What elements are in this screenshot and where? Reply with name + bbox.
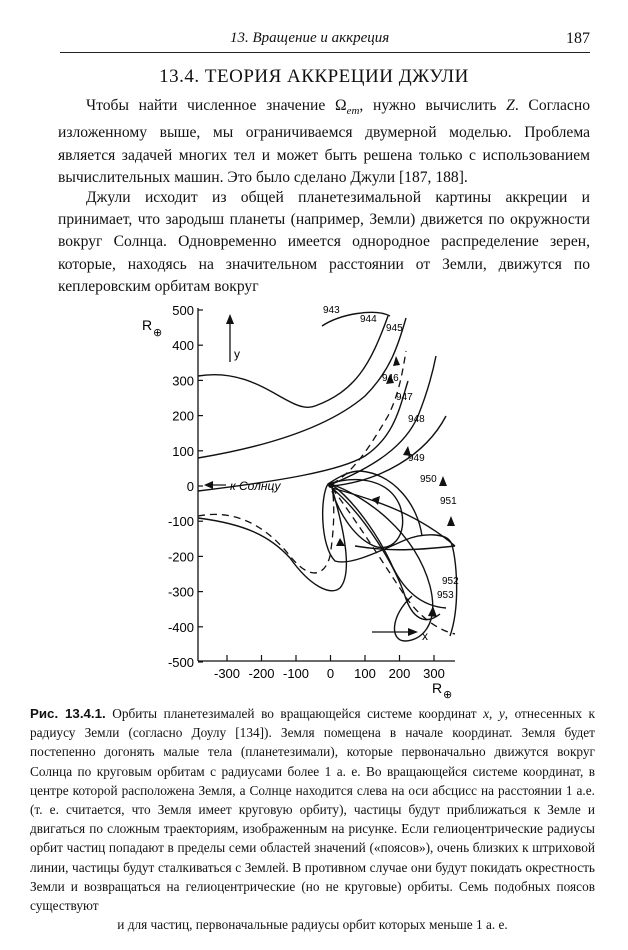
p1-before: Чтобы найти численное значение <box>86 97 335 114</box>
orbit-label: 944 <box>360 314 377 325</box>
omega-subscript: em <box>346 105 360 118</box>
y-tick-label: -200 <box>167 549 194 565</box>
y-axis-unit: R <box>142 317 153 333</box>
orbit-label: 946 <box>382 373 399 384</box>
y-tick-label: -400 <box>167 619 194 635</box>
orbit-horizontal <box>355 546 455 550</box>
dashed-orbit-left <box>198 486 334 573</box>
x-direction-arrow <box>372 628 428 643</box>
orbit-lower-left <box>198 488 346 591</box>
x-ticks <box>214 655 445 681</box>
orbit-curves <box>198 312 457 641</box>
paragraph-1 <box>58 95 590 189</box>
x-axis-unit: R <box>432 680 443 696</box>
x-tick-label: 200 <box>388 666 411 681</box>
orbit-951 <box>332 488 455 546</box>
y-tick-label: -500 <box>167 655 194 670</box>
y-tick-label: -100 <box>167 514 194 530</box>
y-tick-label: 500 <box>172 303 194 318</box>
y-tick-label: 300 <box>172 373 194 389</box>
orbit-label: 949 <box>408 453 425 464</box>
y-arrow-label: y <box>234 347 240 361</box>
p1-after: , нужно вычислить <box>359 97 507 114</box>
paragraph-2 <box>58 187 590 298</box>
orbit-label: 952 <box>442 576 459 587</box>
x-tick-label: 300 <box>423 666 445 681</box>
caption-last-line: и для частиц, первоначальные радиусы орбит которых меньше 1 а. е. <box>117 917 508 933</box>
figure-13-4-1 <box>142 296 480 705</box>
caption-comma: , <box>488 706 499 721</box>
orbit-label: 947 <box>396 392 413 403</box>
y-direction-arrow <box>226 314 240 362</box>
caption-x: x <box>483 706 489 721</box>
y-tick-label: -300 <box>167 584 194 600</box>
earth-point <box>328 482 334 488</box>
orbit-label: 943 <box>323 305 340 316</box>
y-tick-label: 400 <box>172 338 194 354</box>
orbit-label: 953 <box>437 590 454 601</box>
x-tick-label: 0 <box>326 666 335 681</box>
page-number: 187 <box>566 30 590 47</box>
orbit-labels <box>323 305 459 601</box>
section-title: 13.4. ТЕОРИЯ АККРЕЦИИ ДЖУЛИ <box>159 66 469 87</box>
running-head <box>60 30 590 53</box>
caption-part1: Орбиты планетезималей во вращающейся системе координат <box>105 706 484 721</box>
running-head-title: 13. Вращение и аккреция <box>230 30 390 46</box>
dashed-orbit-up <box>332 351 406 484</box>
orbit-944 <box>198 316 388 407</box>
caption-body <box>30 704 595 915</box>
paragraph-1-text <box>58 95 590 189</box>
x-tick-label: -100 <box>282 666 310 681</box>
z-symbol: Z <box>506 97 515 114</box>
caption-y: y <box>498 706 505 721</box>
x-tick-label: 100 <box>354 666 376 681</box>
x-tick-label: -300 <box>213 666 241 681</box>
y-tick-label: 0 <box>186 479 194 494</box>
orbit-949 <box>323 471 457 636</box>
x-arrow-label: x <box>422 629 428 643</box>
y-axis-unit-sub: ⊕ <box>153 327 163 339</box>
omega-symbol: Ω <box>334 97 347 114</box>
paragraph-2-text: Джули исходит из общей планетезимальной картины аккреции и принимает, что зародыш планеты (например, Земли) движется по окружности вокруг Солнца. Одновременно имеется однородное распределение зерен, которые, находясь на значительном расстоянии от Земли, движутся по кеплеровским орбитам вокруг <box>58 189 590 295</box>
figure-caption <box>30 704 595 934</box>
x-axis-unit-sub: ⊕ <box>443 689 453 701</box>
orbit-label: 950 <box>420 474 437 485</box>
caption-part2: , отнесенных к радиусу Земли (согласно Доулу [134]). Земля помещена в начале координат. Земля будет постепенно догонять малые тела (планетезимали), которые первоначально движутся вокруг Солнца по круговым орбитам с радиусами более 1 а. е. Во вращающейся системе координат, в центре которой расположена Земля, а Солнце находится слева на оси абсцисс на расстоянии 1 а.е. (т. е. считается, что Земля имеет круговую орбиту), частицы будут приближаться к Земле и двигаться по сложным траекториям, изображенным на рисунке. Если гелиоцентрические радиусы орбит частиц попадают в пределы семи областей значений («поясов»), очень близких к штриховой линии, частицы будут сталкиваться с Землей. В противном случае они будут покидать окрестность Земли и возвращаться на гелиоцентрические (но не круговые) орбиты. Семь подобных поясов существуют <box>30 706 595 914</box>
sun-label: к Солнцу <box>230 479 281 493</box>
orbit-diagram <box>142 296 480 701</box>
caption-label: Рис. 13.4.1. <box>30 706 106 721</box>
x-tick-label: -200 <box>248 666 275 681</box>
orbit-label: 948 <box>408 414 425 425</box>
orbit-label: 951 <box>440 496 457 507</box>
orbit-label: 945 <box>386 323 403 334</box>
y-tick-label: 100 <box>172 443 194 459</box>
y-tick-label: 200 <box>172 408 194 424</box>
p1-rest: . Согласно изложенному выше, мы ограничиваемся двумерной моделью. Проблема является задачей многих тел и может быть решена только с использованием вычислительных машин. Это было сделано Джули [187, 188]. <box>58 97 590 186</box>
